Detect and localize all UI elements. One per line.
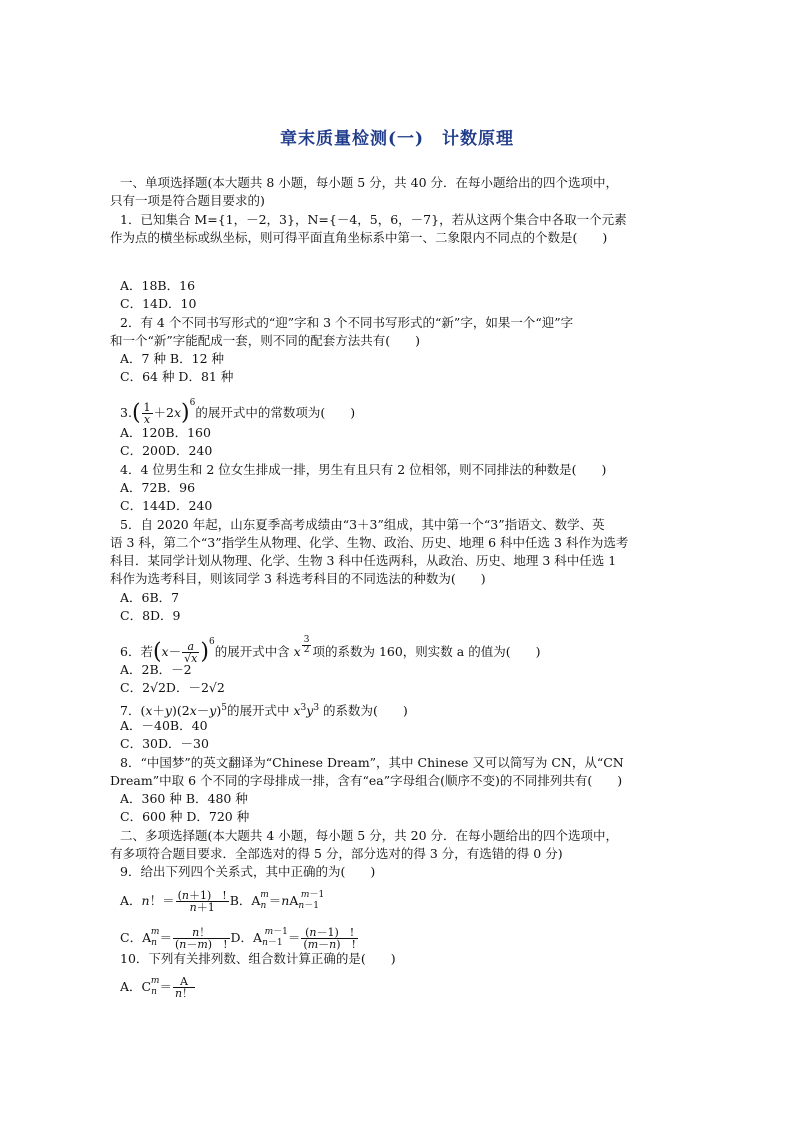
fraction-1-over-x: $\frac{1}{x}$ bbox=[143, 401, 151, 426]
question-3-options-cd: C．200D．240 bbox=[120, 443, 213, 458]
question-9-options-ab: A．n！＝ $\frac{(n+1) !}{n+1}$ B．$A_n^m=nA_{n-1}^{m-1}$ bbox=[120, 889, 325, 914]
question-1-text-cont: 作为点的横坐标或纵坐标，则可得平面直角坐标系中第一、二象限内不同点的个数是( ) bbox=[110, 230, 608, 245]
question-5-options-cd: C．8D．9 bbox=[120, 608, 181, 623]
fraction-a-over-n-factorial: $\frac{A}{n!}$ bbox=[174, 975, 194, 1000]
question-2-text: 2．有 4 个不同书写形式的“迎”字和 3 个不同书写形式的“新”字，如果一个“迎”字 bbox=[120, 315, 574, 330]
question-8-options-cd: C．600 种 D．720 种 bbox=[120, 809, 250, 824]
question-8-options-ab: A．360 种 B．480 种 bbox=[120, 791, 248, 806]
question-5-text-cont1: 语 3 科，第二个“3”指学生从物理、化学、生物、政治、历史、地理 6 科中任选 3 科作为选考 bbox=[110, 535, 629, 550]
question-1-options-ab: A．18B．16 bbox=[120, 278, 196, 293]
question-9-text: 9．给出下列四个关系式，其中正确的为( ) bbox=[120, 864, 376, 879]
page-title: 章末质量检测(一) 计数原理 bbox=[279, 129, 515, 149]
question-7-text: 7．$(x+y)(2x-y)^5$的展开式中 $x^3y^3$ 的系数为( ) bbox=[120, 703, 408, 719]
fraction-n-minus-1-factorial: $\frac{(n-1) !}{(m-n) !}$ bbox=[303, 926, 356, 951]
question-1-text: 1．已知集合 M={1，－2，3}，N={－4，5，6，－7}，若从这两个集合中各取一个元素 bbox=[120, 212, 627, 227]
question-1-options-cd: C．14D．10 bbox=[120, 296, 197, 311]
question-5-text: 5．自 2020 年起，山东夏季高考成绩由“3＋3”组成，其中第一个“3”指语文、数学、英 bbox=[120, 517, 605, 532]
question-8-text: 8．“中国梦”的英文翻译为“Chinese Dream”，其中 Chinese 又可以简写为 CN，从“CN bbox=[120, 755, 624, 770]
question-4-text: 4．4 位男生和 2 位女生排成一排，男生有且只有 2 位相邻，则不同排法的种数是( ) bbox=[120, 462, 607, 477]
question-5-text-cont3: 科作为选考科目，则该同学 3 科选考科目的不同选法的种数为( ) bbox=[110, 571, 486, 586]
fraction-a-over-sqrt-x: $\frac{a}{√x}$ bbox=[184, 640, 198, 665]
question-8-text-cont: Dream”中取 6 个不同的字母排成一排，含有“ea”字母组合(顺序不变)的不同排列共有( ) bbox=[110, 773, 623, 788]
section-1-heading: 一、单项选择题(本大题共 8 小题，每小题 5 分，共 40 分．在每小题给出的四个选项中， bbox=[120, 175, 619, 190]
fraction-3-over-2: $\frac{3}{2}$ bbox=[303, 635, 310, 655]
question-2-options-cd: C．64 种 D．81 种 bbox=[120, 369, 234, 384]
question-5-options-ab: A．6B．7 bbox=[120, 590, 180, 605]
question-9-options-cd: C．$A_n^m=$ $\frac{n!}{(n-m) !}$ D．$A_{n-1}^{m-1}=$ $\frac{(n-1) !}{(m-n) !}$ bbox=[120, 926, 356, 951]
section-2-heading: 二、多项选择题(本大题共 4 小题，每小题 5 分，共 20 分．在每小题给出的四个选项中， bbox=[120, 828, 619, 843]
question-4-options-ab: A．72B．96 bbox=[120, 480, 196, 495]
question-6-number: 6．若 bbox=[120, 644, 153, 659]
question-2-options-ab: A．7 种 B．12 种 bbox=[120, 351, 224, 366]
question-6-options-ab: A．2B．－2 bbox=[120, 662, 192, 677]
question-3-options-ab: A．120B．160 bbox=[120, 425, 211, 440]
question-5-text-cont2: 科目．某同学计划从物理、化学、生物 3 科中任选两科，从政治、历史、地理 3 科中任选 1 bbox=[110, 553, 617, 568]
question-6-options-cd: C．2√2D．－2√2 bbox=[120, 680, 225, 695]
question-10-option-a: A．$C_n^m=$ $\frac{A}{n!}$ bbox=[120, 975, 194, 1000]
question-6-text: 6．若(x－ $\frac{a}{√x}$ )$^6$的展开式中含 x $\frac{3}{2}$ 项的系数为 160，则实数 a 的值为( ) bbox=[120, 635, 541, 665]
fraction-n-factorial-over-n-minus-m: $\frac{n!}{(n-m) !}$ bbox=[174, 926, 228, 951]
section-2-heading-cont: 有多项符合题目要求．全部选对的得 5 分，部分选对的得 3 分，有选错的得 0 分) bbox=[110, 846, 563, 861]
question-7-options-cd: C．30D．－30 bbox=[120, 736, 209, 751]
question-3-tail: 的展开式中的常数项为( ) bbox=[195, 405, 356, 420]
section-1-heading-cont: 只有一项是符合题目要求的) bbox=[110, 193, 265, 208]
question-10-text: 10．下列有关排列数、组合数计算正确的是( ) bbox=[120, 951, 396, 966]
question-3-text: 3.( $\frac{1}{x}$ ＋2x)$^6$的展开式中的常数项为( ) bbox=[120, 398, 356, 426]
fraction-n-plus-1-factorial: $\frac{(n+1) !}{n+1}$ bbox=[177, 889, 227, 914]
question-7-options-ab: A．－40B．40 bbox=[120, 718, 208, 733]
question-3-number: 3. bbox=[120, 405, 132, 420]
question-6-tail: 项的系数为 160，则实数 a 的值为( ) bbox=[312, 644, 541, 659]
question-2-text-cont: 和一个“新”字能配成一套，则不同的配套方法共有( ) bbox=[110, 333, 421, 348]
question-4-options-cd: C．144D．240 bbox=[120, 498, 213, 513]
